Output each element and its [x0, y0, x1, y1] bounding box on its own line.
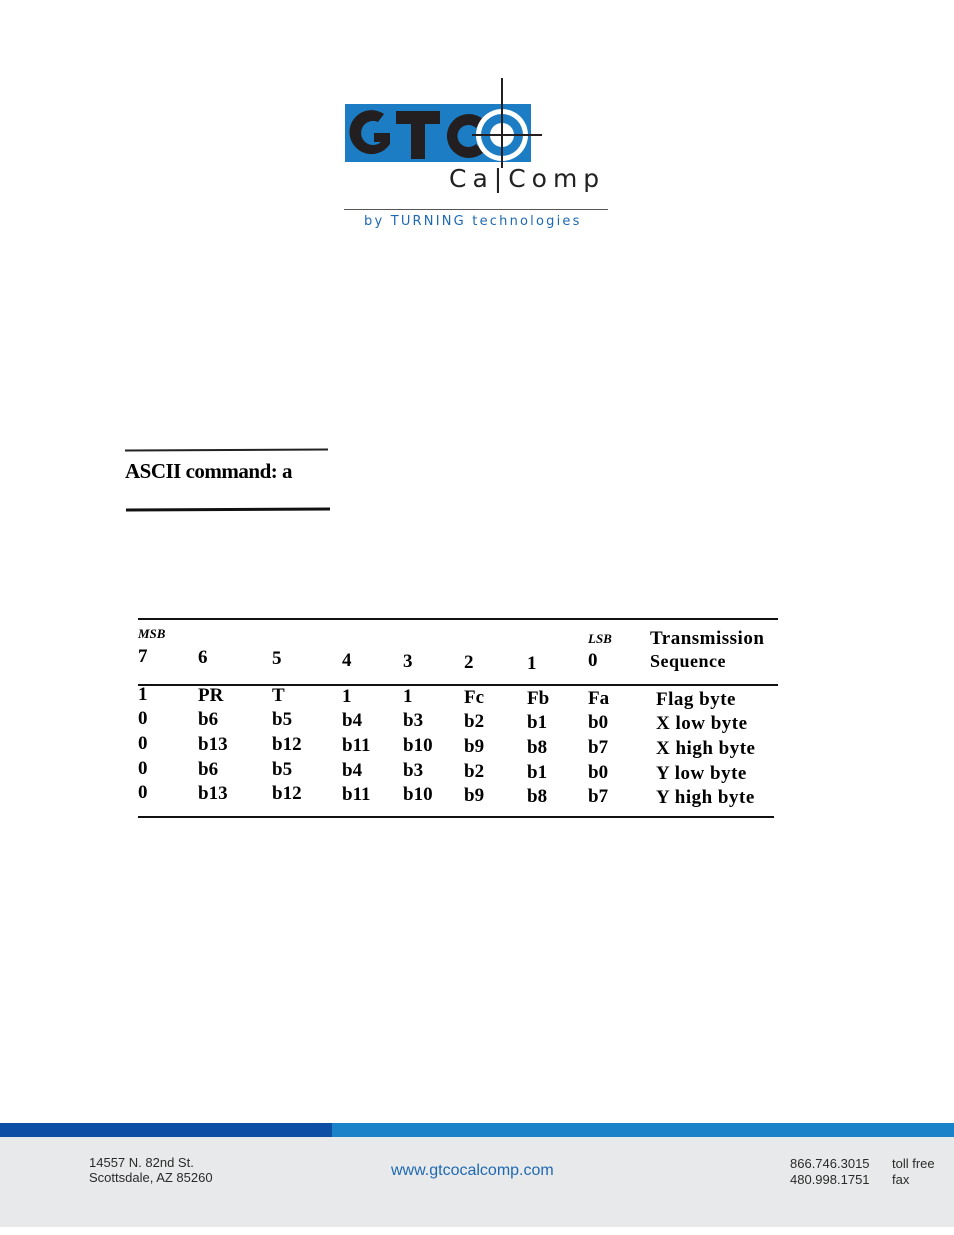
bit-cell: b13 [198, 782, 228, 804]
footer [0, 1137, 954, 1227]
gtco-logo-mark-icon [344, 78, 614, 168]
msb-label: MSB [138, 626, 166, 641]
phone-toll-free: 866.746.3015 [790, 1156, 870, 1171]
logo-tagline [364, 214, 582, 229]
bit-cell: Fa [588, 688, 610, 710]
bit-header-0: 0 [588, 650, 598, 671]
footer-phones [790, 1156, 935, 1188]
bit-cell: b8 [527, 785, 548, 807]
bit-cell: b7 [588, 786, 609, 808]
bit-cell: b12 [272, 783, 302, 805]
table-rule-top [138, 618, 778, 620]
bit-cell: b5 [272, 759, 293, 781]
bit-cell: PR [198, 684, 224, 706]
bit-cell: 1 [138, 684, 148, 705]
address-line-2: Scottsdale, AZ 85260 [89, 1170, 213, 1185]
bit-cell: b3 [403, 710, 424, 732]
bit-header-1: 1 [527, 653, 537, 675]
tagline-brand: TURNING [390, 214, 466, 229]
address-line-1: 14557 N. 82nd St. [89, 1155, 194, 1170]
footer-bar-left [0, 1123, 332, 1137]
bit-cell: b6 [198, 708, 219, 730]
sequence-cell: X high byte [656, 738, 756, 759]
bit-cell: b13 [198, 733, 228, 755]
sequence-cell: Y high byte [656, 787, 755, 808]
bit-cell: b2 [464, 761, 485, 782]
bit-cell: b9 [464, 785, 485, 806]
footer-address [89, 1155, 213, 1185]
bit-header-7: 7 [138, 646, 148, 667]
bit-cell: 0 [138, 782, 148, 803]
tagline-suffix: technologies [472, 214, 582, 229]
table-rule-header [138, 684, 778, 686]
footer-bar-right [332, 1123, 954, 1137]
phone-fax-label: fax [892, 1172, 910, 1187]
logo-divider [344, 209, 608, 210]
bit-cell: b12 [272, 734, 302, 756]
bit-header-5: 5 [272, 648, 282, 670]
tagline-prefix: by [364, 214, 385, 229]
logo-subtitle: Ca|Comp [449, 164, 606, 193]
bit-cell: 0 [138, 733, 148, 754]
bit-cell: 1 [403, 686, 413, 708]
bit-cell: 1 [342, 685, 352, 707]
command-rule-bottom [126, 507, 330, 511]
command-rule-top [125, 448, 328, 451]
bit-table [138, 618, 778, 828]
bit-cell: b1 [527, 761, 548, 783]
bit-cell: b7 [588, 737, 609, 759]
gtco-calcomp-logo [344, 78, 614, 238]
sequence-cell: X low byte [656, 713, 748, 734]
bit-cell: b2 [464, 711, 485, 732]
bit-cell: b10 [403, 735, 433, 757]
sequence-header-line2: Sequence [650, 651, 726, 671]
website-link[interactable]: www.gtcocalcomp.com [391, 1162, 554, 1179]
bit-cell: b9 [464, 736, 485, 757]
bit-cell: b4 [342, 709, 363, 731]
bit-header-2: 2 [464, 652, 474, 673]
bit-cell: Fb [527, 687, 550, 709]
sequence-cell: Y low byte [656, 763, 747, 784]
bit-cell: T [272, 685, 285, 707]
bit-cell: b8 [527, 736, 548, 758]
table-rule-bottom [138, 816, 774, 818]
bit-cell: b11 [342, 783, 371, 805]
lsb-label: LSB [588, 631, 612, 646]
sequence-header-line1: Transmission [650, 628, 765, 649]
bit-cell: b3 [403, 760, 424, 782]
sequence-cell: Flag byte [656, 689, 736, 710]
bit-cell: 0 [138, 758, 148, 779]
bit-cell: b0 [588, 762, 609, 784]
bit-cell: b11 [342, 734, 371, 756]
phone-toll-free-label: toll free [892, 1156, 935, 1171]
bit-cell: b5 [272, 709, 293, 731]
bit-header-6: 6 [198, 647, 208, 669]
bit-cell: b0 [588, 712, 609, 734]
bit-cell: b1 [527, 711, 548, 733]
bit-cell: b4 [342, 759, 363, 781]
bit-cell: b6 [198, 758, 219, 780]
bit-cell: Fc [464, 687, 485, 708]
bit-header-4: 4 [342, 649, 352, 671]
bit-cell: b10 [403, 784, 433, 806]
bit-header-3: 3 [403, 650, 413, 672]
phone-fax: 480.998.1751 [790, 1172, 870, 1187]
command-title: ASCII command: a [125, 459, 293, 483]
bit-cell: 0 [138, 708, 148, 729]
